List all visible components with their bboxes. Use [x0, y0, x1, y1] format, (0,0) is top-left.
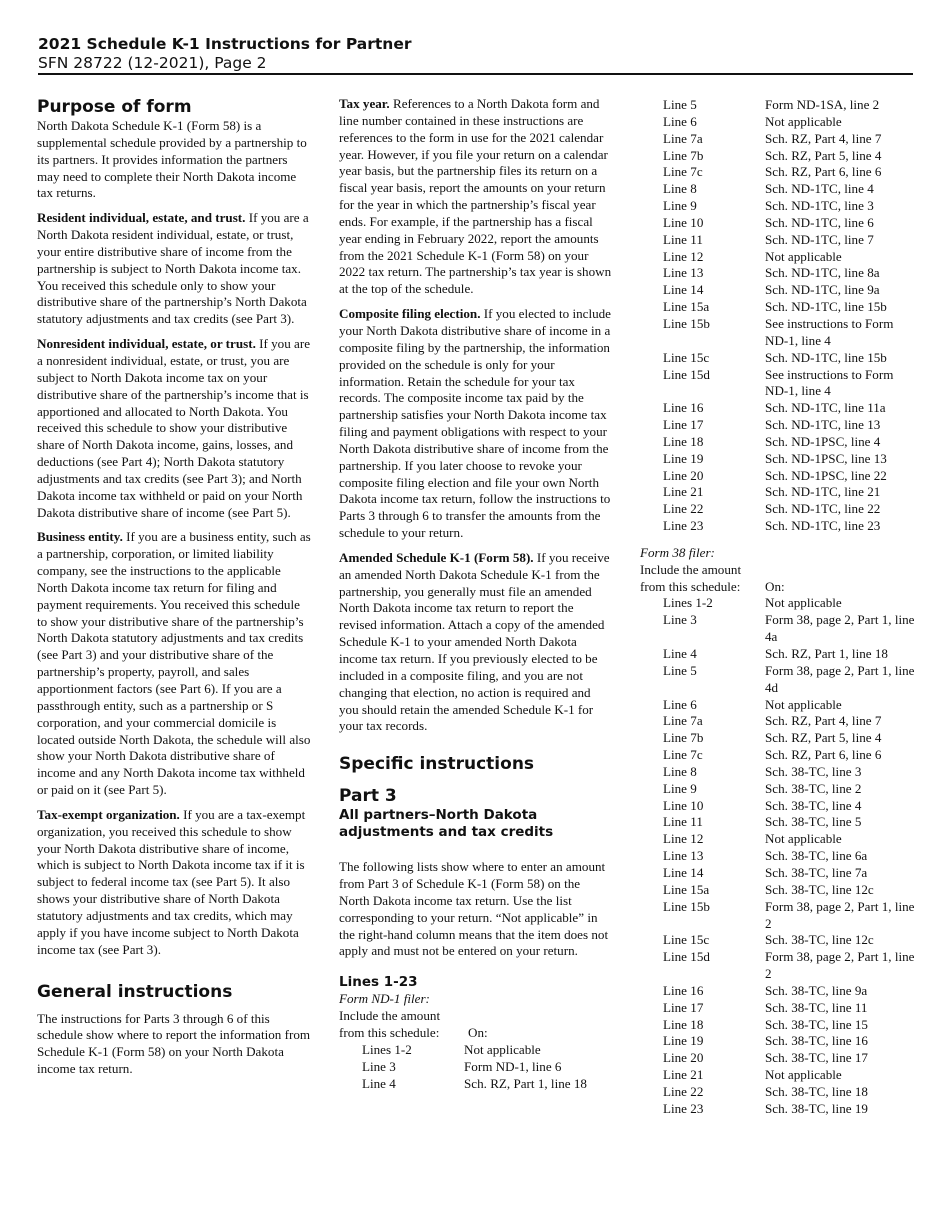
list-item: [640, 1084, 915, 1101]
purpose-paragraph: North Dakota Schedule K-1 (Form 58) is a supplemental schedule provided by a partnership to its partners. It provides information the partners may need to complete their North Dakota income tax returns.: [37, 118, 307, 201]
nd1-lines-list-continued: [640, 97, 915, 535]
list-item: [640, 501, 915, 518]
line-number: Line 23: [663, 518, 704, 534]
list-item: [640, 434, 915, 451]
line-number: Line 17: [663, 417, 704, 433]
amended-paragraph: [339, 550, 612, 735]
line-destination: Sch. 38-TC, line 9a: [765, 982, 868, 998]
business-paragraph: [37, 529, 313, 799]
list-item: [640, 400, 915, 417]
line-number: Line 15a: [663, 299, 710, 315]
list-item: Line 3 Form ND-1, line 6: [362, 1058, 562, 1074]
from-schedule-label: from this schedule:: [339, 1024, 440, 1040]
line-destination: Not applicable: [765, 696, 842, 712]
list-item: [640, 265, 915, 282]
exempt-paragraph: [37, 807, 313, 959]
on-label: On:: [468, 1024, 488, 1040]
list-item: [640, 1101, 915, 1118]
column-headers: [640, 579, 915, 596]
list-item: [640, 747, 915, 764]
list-item: [640, 164, 915, 181]
general-heading: General instructions: [37, 981, 233, 1002]
exempt-label: Tax-exempt organization.: [37, 806, 180, 822]
taxyear-label: Tax year.: [339, 96, 390, 111]
line-destination: Sch. 38-TC, line 6a: [765, 848, 868, 864]
page-title: 2021 Schedule K-1 Instructions for Partner: [38, 35, 412, 53]
line-number: Line 15a: [663, 881, 710, 897]
composite-text: If you elected to include your North Dakota distributive share of income in a composite filing by the partnership, the information provided on the schedule is only for your information. Retain the schedule for your tax records. The composite income tax paid by the partnership satisfies your North Dakota income tax filing and payment obligations with respect to your North Dakota distributive share of income from the partnership. If you later choose to revoke your composite filing election and file your own North Dakota income tax return, follow the instructions to Parts 3 through 6 to transfer the amounts from the schedule to your return.: [339, 306, 611, 541]
column-right: [640, 97, 915, 1118]
line-number: Line 21: [663, 484, 704, 500]
column-middle: [339, 96, 612, 1092]
list-item: [640, 983, 915, 1000]
nd1-filer-label: Form ND-1 filer:: [339, 991, 430, 1007]
list-item: [640, 148, 915, 165]
line-number: Line 19: [663, 1033, 704, 1049]
list-item: [640, 215, 915, 232]
line-number: Line 20: [663, 1050, 704, 1066]
line-destination: Sch. ND-1TC, line 15b: [765, 299, 887, 315]
list-item: [640, 646, 915, 663]
line-number: Line 22: [663, 501, 704, 517]
list-item: [640, 282, 915, 299]
composite-label: Composite filing election.: [339, 306, 481, 322]
line-number: Line 13: [663, 265, 704, 281]
exempt-text: If you are a tax-exempt organization, you received this schedule to show your North Dakota distributive share of income, which is subject to North Dakota income tax if it is subject to federal income tax (see Part 5). It also shows your distributive share of North Dakota statutory adjustments and tax credits, which may apply if you have income subject to North Dakota income tax (see Part 3).: [37, 806, 306, 957]
line-destination: Sch. ND-1TC, line 11a: [765, 400, 886, 416]
list-item: [640, 848, 915, 865]
line-destination: Not applicable: [765, 1067, 842, 1083]
list-item: [640, 1067, 915, 1084]
line-destination: Sch. RZ, Part 6, line 6: [765, 164, 882, 180]
list-item: [640, 865, 915, 882]
part3-paragraph: The following lists show where to enter an amount from Part 3 of Schedule K-1 (Form 58) on the North Dakota income tax return. Use the list corresponding to your return. “Not applicable” in the right-hand column means that the item does not apply and must not be entered on your return.: [339, 859, 609, 959]
line-number: Line 18: [663, 433, 704, 449]
composite-paragraph: [339, 306, 612, 542]
list-item: [640, 198, 915, 215]
line-destination: Sch. 38-TC, line 5: [765, 814, 862, 830]
list-item: [640, 484, 915, 501]
part3-heading: Part 3: [339, 786, 397, 807]
line-destination: Sch. ND-1TC, line 6: [765, 214, 874, 230]
line-destination: Sch. 38-TC, line 17: [765, 1050, 868, 1066]
amended-label: Amended Schedule K-1 (Form 58).: [339, 549, 534, 565]
line-number: Line 18: [663, 1016, 704, 1032]
line-destination: See instructions to Form ND-1, line 4: [765, 315, 894, 348]
line-number: Line 11: [663, 231, 703, 247]
list-item: [640, 882, 915, 899]
line-number: Line 7a: [663, 130, 703, 146]
line-number: Line 16: [663, 400, 704, 416]
line-destination: Sch. ND-1TC, line 21: [765, 484, 881, 500]
line-number: Line 15c: [663, 932, 710, 948]
list-item: [640, 1000, 915, 1017]
line-number: Line 9: [663, 780, 697, 796]
taxyear-text: References to a North Dakota form and line number contained in these instructions are references to the form in use for the 2021 calendar year. However, if you file your return on a calendar year basis, but the partnership files its return on a fiscal year basis, report the amounts on your return for the year in which the partnership’s fiscal year ends. For example, if the partnership has a fiscal year ending in February 2022, report the amounts from the 2021 Schedule K-1 (Form 58) on your 2022 tax return. The partnership’s tax year is shown at the top of the schedule.: [339, 96, 612, 297]
resident-label: Resident individual, estate, and trust.: [37, 210, 246, 226]
line-number: Line 21: [663, 1067, 704, 1083]
list-item: [640, 831, 915, 848]
line-destination: Sch. RZ, Part 4, line 7: [765, 130, 882, 146]
line-destination: Sch. RZ, Part 5, line 4: [765, 730, 882, 746]
column-left: [37, 96, 313, 1086]
list-item: [640, 451, 915, 468]
business-label: Business entity.: [37, 529, 123, 545]
list-item: [640, 949, 915, 983]
line-number: Line 5: [663, 97, 697, 112]
line-destination: Sch. RZ, Part 5, line 4: [765, 147, 882, 163]
list-item: [640, 468, 915, 485]
line-number: Line 9: [663, 198, 697, 214]
line-destination: Sch. ND-1PSC, line 22: [765, 467, 887, 483]
form38-lines-list: [640, 595, 915, 1117]
line-number: Line 22: [663, 1083, 704, 1099]
line-destination: Sch. 38-TC, line 12c: [765, 932, 874, 948]
list-item: [640, 316, 915, 350]
line-number: Line 8: [663, 181, 697, 197]
form-number: SFN 28722 (12-2021), Page 2: [38, 54, 267, 72]
list-item: [640, 367, 915, 401]
lines-heading: Lines 1-23: [339, 974, 418, 991]
line-destination: Sch. 38-TC, line 3: [765, 763, 862, 779]
amended-text: If you receive an amended North Dakota Schedule K-1 from the partnership, you generally must file an amended North Dakota income tax return to report the revised information. Attach a copy of the amended Schedule K-1 to your amended North Dakota income tax return. If you previously elected to be included in a composite filing, and you are not changing that election, no action is required and you should retain the amended Schedule K-1 for your tax records.: [339, 549, 610, 734]
line-number: Line 15d: [663, 949, 710, 965]
form38-filer-label: Form 38 filer:: [640, 544, 715, 560]
line-destination: Sch. ND-1PSC, line 4: [765, 433, 881, 449]
on-label: On:: [765, 578, 785, 594]
line-destination: Sch. 38-TC, line 15: [765, 1016, 868, 1032]
line-destination: Sch. ND-1TC, line 15b: [765, 349, 887, 365]
line-destination: Sch. 38-TC, line 18: [765, 1083, 868, 1099]
general-paragraph: The instructions for Parts 3 through 6 of this schedule show where to report the information from Schedule K-1 (Form 58) on your North Dakota income tax return.: [37, 1010, 311, 1077]
list-item: [640, 781, 915, 798]
line-destination: Not applicable: [765, 831, 842, 847]
line-destination: Sch. ND-1TC, line 4: [765, 181, 874, 197]
line-destination: Sch. RZ, Part 4, line 7: [765, 713, 882, 729]
line-number: Line 7b: [663, 730, 704, 746]
line-destination: Form 38, page 2, Part 1, line 2: [765, 949, 915, 982]
line-number: Line 23: [663, 1100, 704, 1116]
line-number: Line 5: [663, 662, 697, 678]
line-number: Line 4: [663, 646, 697, 661]
list-item: [640, 697, 915, 714]
line-destination: Not applicable: [765, 248, 842, 264]
list-item: [640, 663, 915, 697]
line-number: Line 16: [663, 982, 704, 998]
purpose-heading: Purpose of form: [37, 97, 192, 117]
list-item: [640, 417, 915, 434]
list-item: [640, 595, 915, 612]
line-number: Line 13: [663, 848, 704, 864]
line-destination: Sch. ND-1TC, line 3: [765, 198, 874, 214]
list-item: [640, 299, 915, 316]
line-destination: Sch. 38-TC, line 16: [765, 1033, 868, 1049]
nonresident-label: Nonresident individual, estate, or trust.: [37, 336, 256, 352]
line-number: Line 6: [663, 113, 697, 129]
line-destination: Not applicable: [765, 113, 842, 129]
line-number: Line 20: [663, 467, 704, 483]
list-item: [640, 131, 915, 148]
nonresident-text: If you are a nonresident individual, estate, or trust, you are subject to North Dakota income tax on your distributive share of the partnership’s income that is apportioned and allocated to North Dakota. You received this schedule to show your distributive share of North Dakota income, gains, losses, and deductions (see Part 4); North Dakota statutory adjustments and tax credits (see Part 3); and North Dakota income tax withheld or paid on your North Dakota distributive share of income (see Part 5).: [37, 336, 311, 520]
line-destination: Sch. 38-TC, line 11: [765, 999, 868, 1015]
line-number: Line 7c: [663, 747, 703, 763]
specific-heading: Specific instructions: [339, 754, 535, 775]
list-item: [640, 181, 915, 198]
line-number: Line 14: [663, 864, 704, 880]
line-destination: Sch. 38-TC, line 19: [765, 1100, 868, 1116]
header-rule: [38, 73, 913, 75]
nd1-lines-list: [339, 1042, 612, 1093]
line-number: Line 7a: [663, 713, 703, 729]
line-destination: Not applicable: [765, 595, 842, 611]
line-number: Line 11: [663, 814, 703, 830]
list-item: [640, 249, 915, 266]
line-destination: Form 38, page 2, Part 1, line 4d: [765, 662, 915, 695]
nonresident-paragraph: [37, 336, 313, 521]
line-destination: Sch. RZ, Part 1, line 18: [765, 646, 888, 661]
line-number: Line 15d: [663, 366, 710, 382]
line-number: Line 6: [663, 696, 697, 712]
line-destination: Sch. 38-TC, line 12c: [765, 881, 874, 897]
line-number: Line 12: [663, 831, 704, 847]
list-item: [640, 1050, 915, 1067]
list-item: [640, 899, 915, 933]
list-item: [640, 1017, 915, 1034]
list-item: [640, 350, 915, 367]
line-number: Line 15b: [663, 315, 710, 331]
list-item: [640, 932, 915, 949]
line-destination: Sch. ND-1TC, line 22: [765, 501, 881, 517]
line-number: Line 10: [663, 214, 704, 230]
line-number: Line 10: [663, 797, 704, 813]
list-item: [640, 518, 915, 535]
line-number: Line 15c: [663, 349, 710, 365]
include-amount-label: Include the amount: [640, 561, 742, 577]
line-number: Lines 1-2: [663, 595, 713, 611]
line-destination: Sch. 38-TC, line 2: [765, 780, 862, 796]
line-destination: Sch. ND-1TC, line 23: [765, 518, 881, 534]
part3-subheading: All partners–North Dakota adjustments and tax credits: [339, 807, 554, 841]
line-number: Line 7c: [663, 164, 703, 180]
list-item: [640, 730, 915, 747]
list-item: Lines 1-2 Not applicable: [362, 1041, 541, 1057]
line-destination: Form 38, page 2, Part 1, line 2: [765, 898, 915, 931]
line-destination: Sch. ND-1TC, line 8a: [765, 265, 880, 281]
line-number: Line 14: [663, 282, 704, 298]
line-number: Line 15b: [663, 898, 710, 914]
page-header: [38, 35, 913, 73]
line-destination: Sch. ND-1TC, line 7: [765, 231, 874, 247]
list-item: [640, 814, 915, 831]
line-number: Line 8: [663, 763, 697, 779]
line-destination: Sch. 38-TC, line 7a: [765, 864, 868, 880]
resident-text: If you are a North Dakota resident individual, estate, or trust, your entire distributive share of income from the partnership is subject to North Dakota income tax. You received this schedule only to show your distributive share of the partnership’s North Dakota statutory adjustments and tax credits (see Part 3).: [37, 210, 309, 327]
line-destination: Form 38, page 2, Part 1, line 4a: [765, 612, 915, 645]
list-item: [640, 713, 915, 730]
line-number: Line 12: [663, 248, 704, 264]
line-destination: Sch. ND-1PSC, line 13: [765, 450, 887, 466]
list-item: [640, 232, 915, 249]
list-item: [640, 798, 915, 815]
line-destination: Sch. 38-TC, line 4: [765, 797, 862, 813]
line-number: Line 17: [663, 999, 704, 1015]
line-destination: Sch. RZ, Part 6, line 6: [765, 747, 882, 763]
list-item: Line 4 Sch. RZ, Part 1, line 18: [362, 1075, 587, 1091]
column-headers: [339, 1025, 612, 1042]
from-schedule-label: from this schedule:: [640, 578, 741, 594]
line-destination: See instructions to Form ND-1, line 4: [765, 366, 894, 399]
line-number: Line 7b: [663, 147, 704, 163]
list-item: [640, 612, 915, 646]
taxyear-paragraph: [339, 96, 612, 298]
list-item: [640, 114, 915, 131]
list-item: [640, 1033, 915, 1050]
list-item: [640, 97, 915, 114]
line-number: Line 3: [663, 612, 697, 628]
line-destination: Form ND-1SA, line 2: [765, 97, 880, 112]
line-destination: Sch. ND-1TC, line 9a: [765, 282, 880, 298]
line-number: Line 19: [663, 450, 704, 466]
resident-paragraph: [37, 210, 313, 328]
business-text: If you are a business entity, such as a partnership, corporation, or limited liability company, see the instructions to the applicable North Dakota income tax return for filing and payment requirements. You received this schedule to show your distributive share of the partnership’s North Dakota statutory adjustments and tax credits (see Part 3) and your distributive share of the partnership’s property, payroll, and sales apportionment factors (see Part 6). If you are a passthrough entity, such as a partnership or S corporation, and your commercial domicile is located outside North Dakota, the schedule will also show your North Dakota distributive share of income and any North Dakota income tax withheld or paid on it (see Part 5).: [37, 529, 311, 798]
include-amount-label: Include the amount: [339, 1008, 441, 1024]
line-destination: Sch. ND-1TC, line 13: [765, 417, 881, 433]
list-item: [640, 764, 915, 781]
